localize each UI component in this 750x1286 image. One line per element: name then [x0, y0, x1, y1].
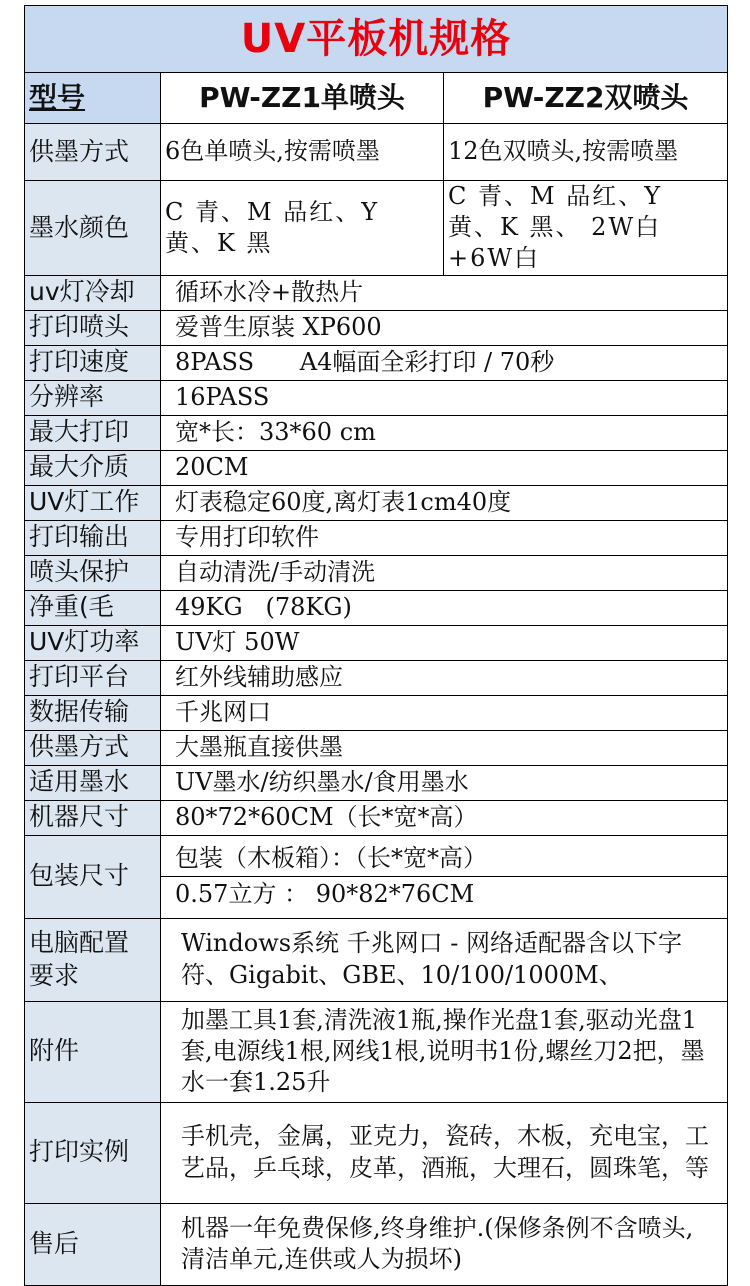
- row-label: 打印喷头: [25, 310, 161, 345]
- row-label: 打印速度: [25, 345, 161, 380]
- row-value: 20CM: [161, 450, 728, 485]
- spec-row: [25, 380, 728, 415]
- row-value: 大墨瓶直接供墨: [161, 730, 728, 765]
- examples-row: [25, 1102, 728, 1203]
- row-value: 80*72*60CM（长*宽*高）: [161, 800, 728, 835]
- row-value: 灯表稳定60度,离灯表1cm40度: [161, 485, 728, 520]
- row-label: 机器尺寸: [25, 800, 161, 835]
- model2-value: C 青、M 品红、Y 黄、K 黑、 2W白+6W白: [444, 181, 728, 276]
- row-value: 加墨工具1套,清洗液1瓶,操作光盘1套,驱动光盘1套,电源线1根,网线1根,说明书1份,螺丝刀2把，墨水一套1.25升: [161, 1001, 728, 1102]
- row-label: 打印实例: [25, 1102, 161, 1203]
- row-label: 最大介质: [25, 450, 161, 485]
- compare-row: [25, 124, 728, 181]
- row-value: UV灯 50W: [161, 625, 728, 660]
- spec-row: [25, 765, 728, 800]
- spec-row: [25, 660, 728, 695]
- title-row: [25, 6, 728, 73]
- spec-row: [25, 345, 728, 380]
- packing-line-2: 0.57立方 ： 90*82*76CM: [161, 876, 727, 910]
- model2-header: PW-ZZ2双喷头: [444, 73, 728, 124]
- row-value: Windows系统 千兆网口 - 网络适配器含以下字符、Gigabit、GBE、10/100/1000M、: [161, 918, 728, 1001]
- row-label: UV灯工作: [25, 485, 161, 520]
- title-cell: [25, 6, 728, 73]
- spec-row: [25, 450, 728, 485]
- model-header-row: [25, 73, 728, 124]
- spec-row: [25, 275, 728, 310]
- aftersales-row: [25, 1203, 728, 1285]
- model1-value: 6色单喷头,按需喷墨: [161, 124, 444, 181]
- row-value: 爱普生原装 XP600: [161, 310, 728, 345]
- spec-row: [25, 485, 728, 520]
- row-label: 打印平台: [25, 660, 161, 695]
- packing-line-1: 包装（木板箱）：（长*宽*高）: [175, 843, 487, 872]
- spec-row: [25, 555, 728, 590]
- spec-table-body: [25, 6, 728, 1286]
- spec-row: [25, 415, 728, 450]
- row-label: 供墨方式: [25, 124, 161, 181]
- row-label-line-2: 要求: [29, 960, 80, 990]
- row-label: uv灯冷却: [25, 275, 161, 310]
- accessories-row: [25, 1001, 728, 1102]
- spec-table: [24, 5, 728, 1286]
- spec-row: [25, 590, 728, 625]
- spec-row: [25, 800, 728, 835]
- spec-row: [25, 625, 728, 660]
- row-value: 宽*长：33*60 cm: [161, 415, 728, 450]
- pc-row: [25, 918, 728, 1001]
- spec-row: [25, 730, 728, 765]
- model2-value: 12色双喷头,按需喷墨: [444, 124, 728, 181]
- row-label: 打印输出: [25, 520, 161, 555]
- row-label: 喷头保护: [25, 555, 161, 590]
- row-value: 8PASS A4幅面全彩打印 / 70秒: [161, 345, 728, 380]
- row-label: 售后: [25, 1203, 161, 1285]
- page-title: UV平板机规格: [240, 16, 512, 62]
- model1-header: PW-ZZ1单喷头: [161, 73, 444, 124]
- spec-row: [25, 695, 728, 730]
- row-label: 供墨方式: [25, 730, 161, 765]
- row-label: [25, 918, 161, 1001]
- row-value: 16PASS: [161, 380, 728, 415]
- row-value: 红外线辅助感应: [161, 660, 728, 695]
- row-label: 分辨率: [25, 380, 161, 415]
- spec-row: [25, 310, 728, 345]
- model1-value: C 青、M 品红、Y 黄、K 黑: [161, 181, 444, 276]
- row-label: 数据传输: [25, 695, 161, 730]
- row-label: UV灯功率: [25, 625, 161, 660]
- model-header-label: 型号: [25, 73, 161, 124]
- row-value: 自动清洗/手动清洗: [161, 555, 728, 590]
- row-value: 手机壳，金属，亚克力，瓷砖，木板，充电宝，工艺品，乒乓球，皮革，酒瓶，大理石，圆珠笔，等: [161, 1102, 728, 1203]
- row-label: 净重(毛: [25, 590, 161, 625]
- spec-row: [25, 520, 728, 555]
- row-value: 循环水冷+散热片: [161, 275, 728, 310]
- row-value: 机器一年免费保修,终身维护.(保修条例不含喷头,清洁单元,连供或人为损坏): [161, 1203, 728, 1285]
- row-value: 49KG (78KG): [161, 590, 728, 625]
- row-label: 附件: [25, 1001, 161, 1102]
- compare-row: [25, 181, 728, 276]
- row-label: 最大打印: [25, 415, 161, 450]
- row-value: 千兆网口: [161, 695, 728, 730]
- row-value: UV墨水/纺织墨水/食用墨水: [161, 765, 728, 800]
- row-label: 包装尺寸: [25, 835, 161, 918]
- row-value: 专用打印软件: [161, 520, 728, 555]
- packing-row: [25, 835, 728, 918]
- row-label-line-1: 电脑配置: [29, 928, 130, 958]
- row-label: 墨水颜色: [25, 181, 161, 276]
- packing-value: [161, 835, 728, 918]
- row-label: 适用墨水: [25, 765, 161, 800]
